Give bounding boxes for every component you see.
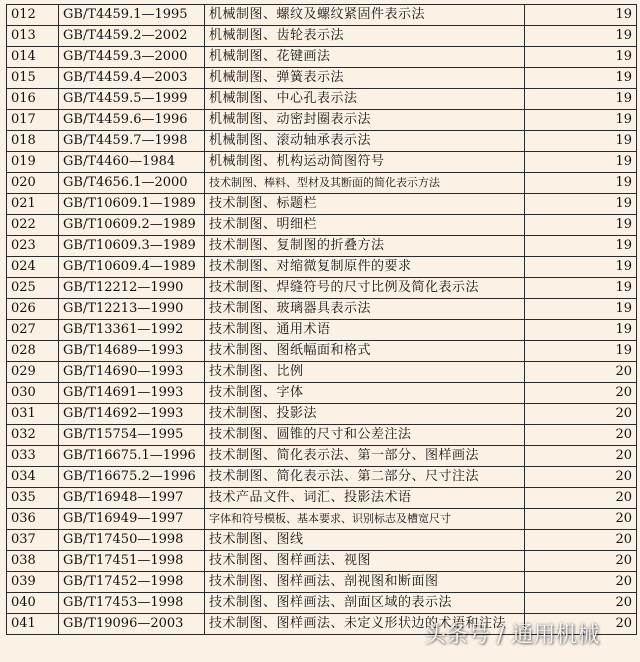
standards-table-body — [7, 5, 637, 635]
row-number-cell: 028 — [7, 341, 59, 362]
page-number-cell: 20 — [525, 614, 637, 635]
row-number-cell: 014 — [7, 47, 59, 68]
row-number-cell: 034 — [7, 467, 59, 488]
page-number-cell: 19 — [525, 194, 637, 215]
row-number-cell: 031 — [7, 404, 59, 425]
table-row — [7, 236, 637, 257]
page-number-cell: 19 — [525, 89, 637, 110]
table-row — [7, 362, 637, 383]
standard-title-cell: 技术制图、圆锥的尺寸和公差注法 — [205, 425, 525, 446]
standard-title-cell: 技术制图、简化表示法、第一部分、图样画法 — [205, 446, 525, 467]
standard-title-cell: 机械制图、螺纹及螺纹紧固件表示法 — [205, 5, 525, 26]
row-number-cell: 017 — [7, 110, 59, 131]
page-number-cell: 20 — [525, 362, 637, 383]
table-row — [7, 320, 637, 341]
page-number-cell: 19 — [525, 152, 637, 173]
standard-code-cell: GB/T17450—1998 — [59, 530, 205, 551]
standard-title-cell: 机械制图、齿轮表示法 — [205, 26, 525, 47]
row-number-cell: 039 — [7, 572, 59, 593]
table-row — [7, 467, 637, 488]
page-number-cell: 20 — [525, 488, 637, 509]
page-number-cell: 19 — [525, 236, 637, 257]
row-number-cell: 012 — [7, 5, 59, 26]
standard-code-cell: GB/T17451—1998 — [59, 551, 205, 572]
standard-code-cell: GB/T4459.6—1996 — [59, 110, 205, 131]
page-number-cell: 20 — [525, 425, 637, 446]
standard-title-cell: 技术制图、棒料、型材及其断面的简化表示方法 — [205, 173, 525, 194]
table-row — [7, 110, 637, 131]
page-number-cell: 20 — [525, 593, 637, 614]
standard-title-cell: 机械制图、机构运动简图符号 — [205, 152, 525, 173]
standard-code-cell: GB/T15754—1995 — [59, 425, 205, 446]
page-number-cell: 20 — [525, 404, 637, 425]
row-number-cell: 019 — [7, 152, 59, 173]
table-row — [7, 509, 637, 530]
standard-title-cell: 技术制图、简化表示法、第二部分、尺寸注法 — [205, 467, 525, 488]
standard-code-cell: GB/T10609.3—1989 — [59, 236, 205, 257]
watermark: 头条号 / 通用机械 — [424, 623, 600, 648]
table-row — [7, 404, 637, 425]
standard-code-cell: GB/T16949—1997 — [59, 509, 205, 530]
standard-title-cell: 技术制图、玻璃器具表示法 — [205, 299, 525, 320]
standard-title-cell: 机械制图、弹簧表示法 — [205, 68, 525, 89]
standard-title-cell: 机械制图、滚动轴承表示法 — [205, 131, 525, 152]
standard-code-cell: GB/T4459.7—1998 — [59, 131, 205, 152]
standards-table — [6, 4, 637, 635]
page-number-cell: 19 — [525, 5, 637, 26]
table-row — [7, 47, 637, 68]
standard-title-cell: 技术制图、图样画法、剖面区域的表示法 — [205, 593, 525, 614]
page-number-cell: 20 — [525, 551, 637, 572]
standard-title-cell: 机械制图、中心孔表示法 — [205, 89, 525, 110]
standard-code-cell: GB/T13361—1992 — [59, 320, 205, 341]
standard-code-cell: GB/T12212—1990 — [59, 278, 205, 299]
standard-code-cell: GB/T17453—1998 — [59, 593, 205, 614]
standard-code-cell: GB/T4459.1—1995 — [59, 5, 205, 26]
standard-title-cell: 技术制图、对缩微复制原件的要求 — [205, 257, 525, 278]
table-row — [7, 425, 637, 446]
row-number-cell: 040 — [7, 593, 59, 614]
standard-title-cell: 技术制图、图线 — [205, 530, 525, 551]
standard-title-cell: 机械制图、花键画法 — [205, 47, 525, 68]
standard-code-cell: GB/T4459.2—2002 — [59, 26, 205, 47]
standard-code-cell: GB/T4459.4—2003 — [59, 68, 205, 89]
standard-code-cell: GB/T10609.1—1989 — [59, 194, 205, 215]
standard-code-cell: GB/T12213—1990 — [59, 299, 205, 320]
standard-code-cell: GB/T4460—1984 — [59, 152, 205, 173]
row-number-cell: 041 — [7, 614, 59, 635]
table-row — [7, 299, 637, 320]
table-row — [7, 488, 637, 509]
row-number-cell: 023 — [7, 236, 59, 257]
standard-code-cell: GB/T14691—1993 — [59, 383, 205, 404]
page-number-cell: 19 — [525, 110, 637, 131]
page-number-cell: 20 — [525, 467, 637, 488]
page-number-cell: 19 — [525, 26, 637, 47]
row-number-cell: 037 — [7, 530, 59, 551]
row-number-cell: 021 — [7, 194, 59, 215]
standard-title-cell: 技术制图、通用术语 — [205, 320, 525, 341]
standard-title-cell: 技术制图、图样画法、剖视图和断面图 — [205, 572, 525, 593]
row-number-cell: 016 — [7, 89, 59, 110]
standard-code-cell: GB/T4459.5—1999 — [59, 89, 205, 110]
standard-title-cell: 技术制图、焊缝符号的尺寸比例及简化表示法 — [205, 278, 525, 299]
row-number-cell: 015 — [7, 68, 59, 89]
row-number-cell: 022 — [7, 215, 59, 236]
standard-code-cell: GB/T16675.2—1996 — [59, 467, 205, 488]
page-number-cell: 20 — [525, 383, 637, 404]
page-number-cell: 19 — [525, 131, 637, 152]
row-number-cell: 033 — [7, 446, 59, 467]
table-row — [7, 278, 637, 299]
row-number-cell: 030 — [7, 383, 59, 404]
page-number-cell: 20 — [525, 446, 637, 467]
row-number-cell: 013 — [7, 26, 59, 47]
page-number-cell: 20 — [525, 530, 637, 551]
table-row — [7, 215, 637, 236]
standard-code-cell: GB/T14692—1993 — [59, 404, 205, 425]
standard-code-cell: GB/T16675.1—1996 — [59, 446, 205, 467]
standard-title-cell: 机械制图、动密封圈表示法 — [205, 110, 525, 131]
page-number-cell: 19 — [525, 47, 637, 68]
table-row — [7, 152, 637, 173]
standard-code-cell: GB/T16948—1997 — [59, 488, 205, 509]
table-row — [7, 68, 637, 89]
standard-title-cell: 技术制图、投影法 — [205, 404, 525, 425]
row-number-cell: 029 — [7, 362, 59, 383]
table-row — [7, 530, 637, 551]
page-number-cell: 19 — [525, 299, 637, 320]
page-number-cell: 19 — [525, 173, 637, 194]
table-row — [7, 194, 637, 215]
page-number-cell: 20 — [525, 509, 637, 530]
row-number-cell: 026 — [7, 299, 59, 320]
standard-code-cell: GB/T14690—1993 — [59, 362, 205, 383]
standard-code-cell: GB/T19096—2003 — [59, 614, 205, 635]
standard-title-cell: 技术制图、图纸幅面和格式 — [205, 341, 525, 362]
table-row — [7, 446, 637, 467]
page-number-cell: 19 — [525, 341, 637, 362]
standard-code-cell: GB/T10609.2—1989 — [59, 215, 205, 236]
table-row — [7, 173, 637, 194]
row-number-cell: 018 — [7, 131, 59, 152]
row-number-cell: 020 — [7, 173, 59, 194]
standard-code-cell: GB/T4656.1—2000 — [59, 173, 205, 194]
table-row — [7, 572, 637, 593]
row-number-cell: 038 — [7, 551, 59, 572]
standard-title-cell: 技术制图、复制图的折叠方法 — [205, 236, 525, 257]
standard-code-cell: GB/T17452—1998 — [59, 572, 205, 593]
table-row — [7, 341, 637, 362]
page-number-cell: 19 — [525, 320, 637, 341]
table-row — [7, 551, 637, 572]
standard-title-cell: 技术制图、明细栏 — [205, 215, 525, 236]
table-row — [7, 593, 637, 614]
table-row — [7, 26, 637, 47]
page-number-cell: 19 — [525, 215, 637, 236]
standard-title-cell: 技术制图、图样画法、未定义形状边的术语和注法 — [205, 614, 525, 635]
standard-code-cell: GB/T14689—1993 — [59, 341, 205, 362]
standard-code-cell: GB/T4459.3—2000 — [59, 47, 205, 68]
table-row — [7, 131, 637, 152]
table-row — [7, 257, 637, 278]
standard-title-cell: 技术制图、图样画法、视图 — [205, 551, 525, 572]
row-number-cell: 024 — [7, 257, 59, 278]
page-number-cell: 20 — [525, 572, 637, 593]
page-number-cell: 19 — [525, 68, 637, 89]
standard-title-cell: 技术产品文件、词汇、投影法术语 — [205, 488, 525, 509]
standard-title-cell: 技术制图、字体 — [205, 383, 525, 404]
standard-title-cell: 技术制图、标题栏 — [205, 194, 525, 215]
page-number-cell: 19 — [525, 257, 637, 278]
table-row — [7, 383, 637, 404]
table-row — [7, 89, 637, 110]
row-number-cell: 027 — [7, 320, 59, 341]
row-number-cell: 036 — [7, 509, 59, 530]
standard-title-cell: 技术制图、比例 — [205, 362, 525, 383]
row-number-cell: 035 — [7, 488, 59, 509]
page-number-cell: 19 — [525, 278, 637, 299]
standard-code-cell: GB/T10609.4—1989 — [59, 257, 205, 278]
table-row — [7, 5, 637, 26]
row-number-cell: 025 — [7, 278, 59, 299]
row-number-cell: 032 — [7, 425, 59, 446]
standard-title-cell: 字体和符号模板、基本要求、识别标志及槽宽尺寸 — [205, 509, 525, 530]
